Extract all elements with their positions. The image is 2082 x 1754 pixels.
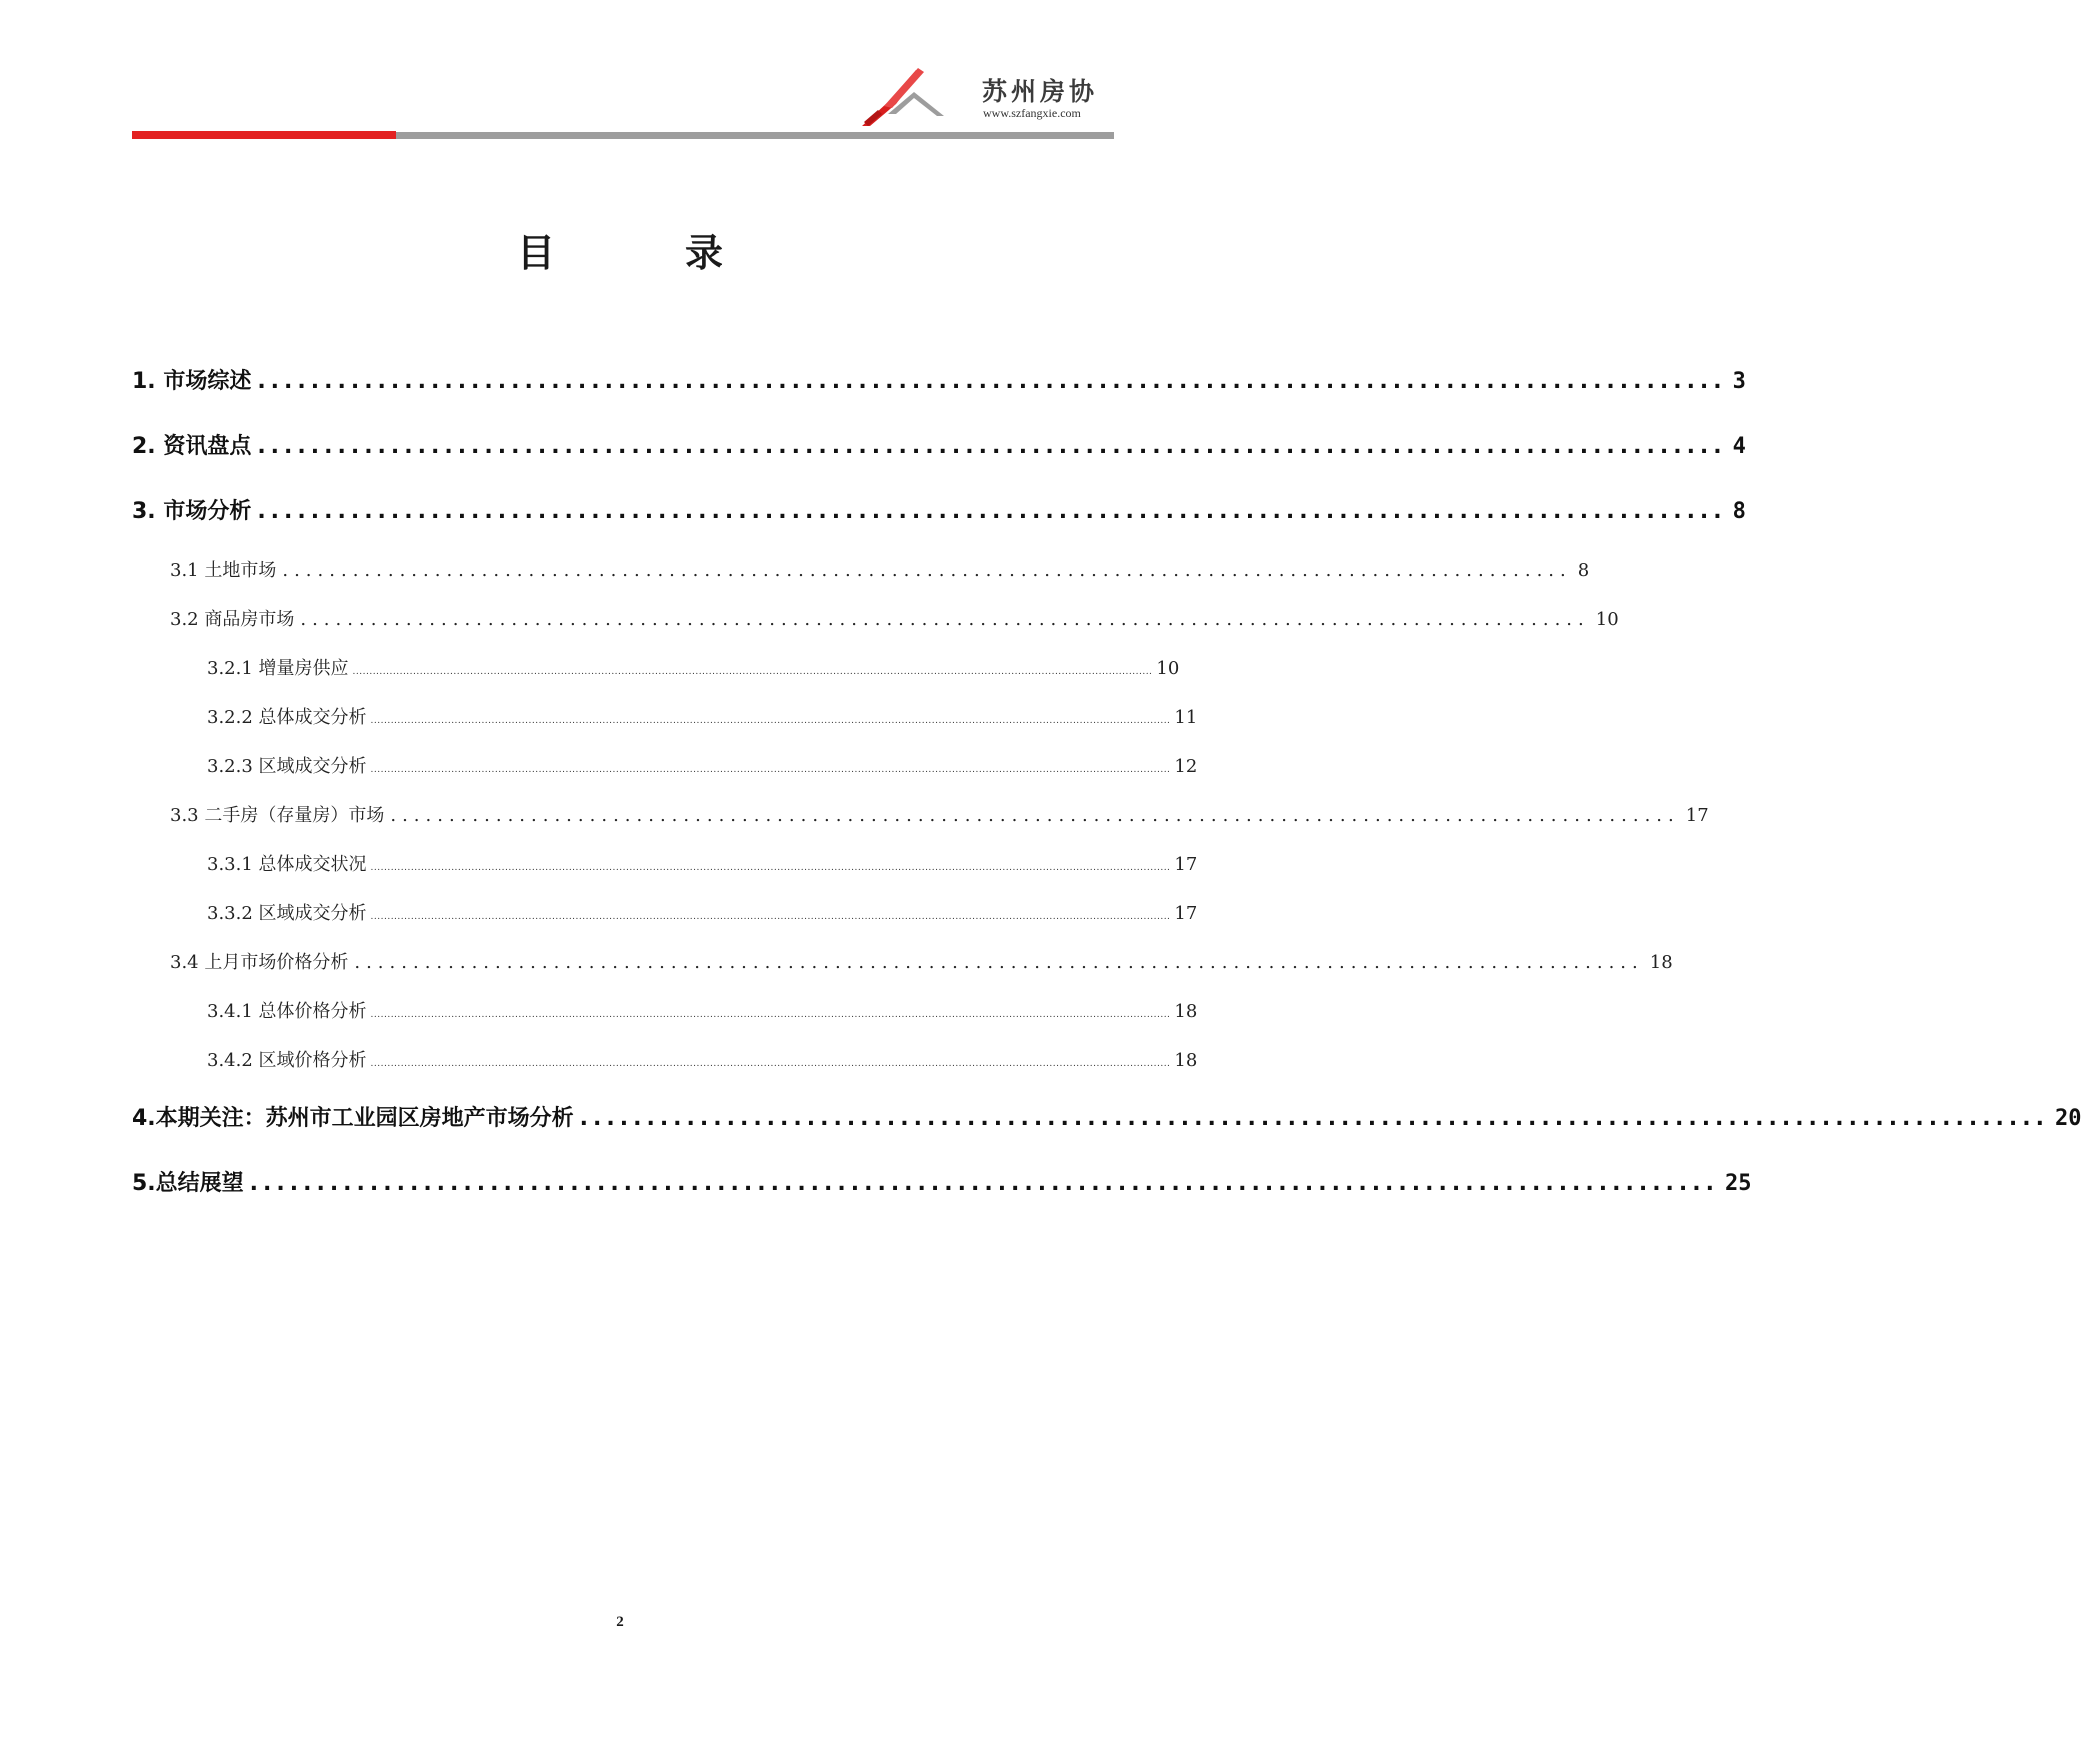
toc-entry-label: 3.4.2 区域价格分析 xyxy=(207,1050,367,1071)
toc-entry[interactable] xyxy=(132,1101,2082,1133)
toc-entry-page: 25 xyxy=(1725,1171,1752,1196)
toc-entry-page: 8 xyxy=(1732,499,1746,524)
toc-entry-label: 3.1 土地市场 xyxy=(170,560,277,581)
toc-entry[interactable] xyxy=(207,654,1180,682)
toc-entry-page: 12 xyxy=(1174,756,1198,777)
toc-entry-page: 11 xyxy=(1174,707,1198,728)
toc-entry[interactable] xyxy=(170,948,1673,976)
toc-leader: .............................................................................................................. xyxy=(354,952,1644,973)
toc-entry[interactable] xyxy=(170,605,1619,633)
toc-entry[interactable] xyxy=(207,752,1198,780)
toc-leader: .............................................................................................................................................................................................................................................. xyxy=(352,667,1153,677)
toc-entry-label: 3.3.1 总体成交状况 xyxy=(207,854,367,875)
toc-title: 目录 xyxy=(516,231,853,275)
toc-leader: .............................................................................................................. xyxy=(257,499,1727,524)
toc-entry-label: 4.本期关注：苏州市工业园区房地产市场分析 xyxy=(132,1106,574,1131)
toc-entry-page: 17 xyxy=(1174,854,1198,875)
toc-entry-page: 18 xyxy=(1174,1001,1198,1022)
toc-entry-label: 3.2.3 区域成交分析 xyxy=(207,756,367,777)
toc-entry-label: 3.2.2 总体成交分析 xyxy=(207,707,367,728)
toc-leader: .............................................................................................................................................................................................................................................. xyxy=(370,765,1171,775)
toc-entry-label: 3.4.1 总体价格分析 xyxy=(207,1001,367,1022)
toc-entry[interactable] xyxy=(170,801,1709,829)
toc-entry[interactable] xyxy=(132,494,1746,526)
toc-entry-label: 3.2 商品房市场 xyxy=(170,609,295,630)
toc-leader: .............................................................................................................. xyxy=(300,609,1590,630)
toc-entry-page: 20 xyxy=(2055,1106,2082,1131)
toc-leader: .............................................................................................................. xyxy=(579,1106,2049,1131)
toc-entry[interactable] xyxy=(132,364,1746,396)
toc-entry[interactable] xyxy=(132,429,1746,461)
page-number: 2 xyxy=(616,1614,624,1630)
toc-entry-page: 10 xyxy=(1595,609,1619,630)
toc-entry-page: 17 xyxy=(1174,903,1198,924)
toc-entry[interactable] xyxy=(132,1166,1752,1198)
toc-leader: .............................................................................................................. xyxy=(282,560,1572,581)
toc-entry-page: 3 xyxy=(1732,369,1746,394)
toc-leader: .............................................................................................................. xyxy=(249,1171,1719,1196)
toc-entry-page: 10 xyxy=(1156,658,1180,679)
toc-entry-label: 5.总结展望 xyxy=(132,1171,244,1196)
toc-entry[interactable] xyxy=(207,899,1198,927)
toc-entry[interactable] xyxy=(207,1046,1198,1074)
toc-entry-page: 17 xyxy=(1685,805,1709,826)
toc-entry[interactable] xyxy=(207,850,1198,878)
logo-url: www.szfangxie.com xyxy=(983,106,1081,120)
toc-entry-label: 3.4 上月市场价格分析 xyxy=(170,952,349,973)
toc-leader: .............................................................................................................................................................................................................................................. xyxy=(370,1010,1171,1020)
toc-leader: .............................................................................................................................................................................................................................................. xyxy=(370,912,1171,922)
toc-leader: .............................................................................................................. xyxy=(390,805,1680,826)
toc-entry[interactable] xyxy=(207,997,1198,1025)
toc-entry-label: 2. 资讯盘点 xyxy=(132,434,252,459)
toc-entry-label: 3. 市场分析 xyxy=(132,499,252,524)
toc-leader: .............................................................................................................. xyxy=(257,369,1727,394)
toc-entry[interactable] xyxy=(170,556,1590,584)
toc-entry-page: 18 xyxy=(1174,1050,1198,1071)
toc-leader: .............................................................................................................................................................................................................................................. xyxy=(370,1059,1171,1069)
toc-entry[interactable] xyxy=(207,703,1198,731)
toc-entry-label: 3.2.1 增量房供应 xyxy=(207,658,349,679)
toc-entry-label: 3.3 二手房（存量房）市场 xyxy=(170,805,385,826)
toc-leader: .............................................................................................................. xyxy=(257,434,1727,459)
toc-entry-label: 1. 市场综述 xyxy=(132,369,252,394)
toc-entry-page: 18 xyxy=(1649,952,1673,973)
toc-entry-page: 8 xyxy=(1577,560,1590,581)
toc-entry-label: 3.3.2 区域成交分析 xyxy=(207,903,367,924)
toc-entry-page: 4 xyxy=(1732,434,1746,459)
toc-leader: .............................................................................................................................................................................................................................................. xyxy=(370,716,1171,726)
toc-leader: .............................................................................................................................................................................................................................................. xyxy=(370,863,1171,873)
logo-name: 苏州房协 xyxy=(982,77,1099,106)
